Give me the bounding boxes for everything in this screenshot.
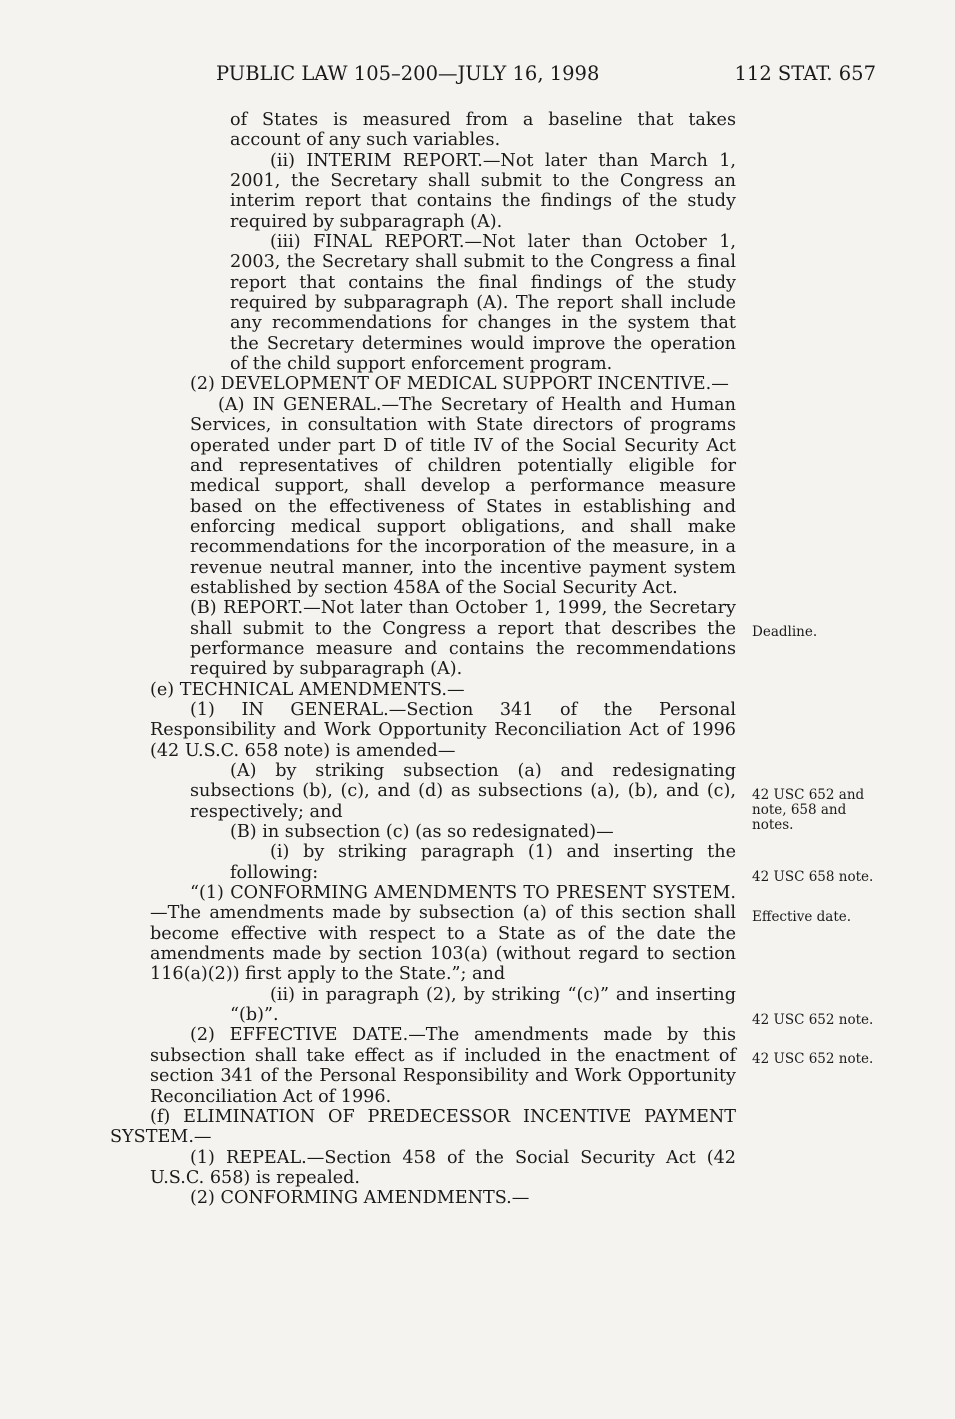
- paragraph-in-general-a: (A) IN GENERAL.—The Secretary of Health and Human Services, in consultation with State directors of programs operated under part D of title IV of the Social Security Act and representatives of children potentially eligible for medical support, shall develop a performance measure based on the effectiveness of States in establishing and enforcing medical support obligations, and shall make recommendations for the incorporation of the measure, in a revenue neutral manner, into the incentive payment system established by section 458A of the Social Security Act.: [190, 394, 736, 598]
- paragraph-technical-amendments: (e) TECHNICAL AMENDMENTS.—: [150, 679, 465, 700]
- margin-note-usc-652-b: 42 USC 652 note.: [752, 1051, 874, 1067]
- paragraph-striking-a: (A) by striking subsection (a) and redesignating subsections (b), (c), and (d) as subsections (a), (b), and (c), respectively; and: [190, 761, 736, 822]
- margin-note-effective-date: Effective date.: [752, 909, 852, 925]
- paragraph-interim-report: (ii) INTERIM REPORT.—Not later than March 1, 2001, the Secretary shall submit to the Congress an interim report that contains the findings of the study required by subparagraph (A).: [230, 150, 736, 232]
- law-text: [110, 110, 736, 1209]
- paragraph-in-general-1: (1) IN GENERAL.—Section 341 of the Personal Responsibility and Work Opportunity Reconciliation Act of 1996 (42 U.S.C. 658 note) is amended—: [150, 699, 736, 761]
- margin-note-usc-652-658: 42 USC 652 and note, 658 and notes.: [752, 787, 865, 833]
- paragraph-striking-i: (i) by striking paragraph (1) and inserting the following:: [230, 842, 736, 883]
- running-header: [216, 62, 876, 90]
- margin-note-usc-652-a: 42 USC 652 note.: [752, 1012, 874, 1028]
- paragraph-striking-ii: (ii) in paragraph (2), by striking “(c)” and inserting “(b)”.: [230, 984, 736, 1026]
- header-page-stat: 112 STAT. 657: [734, 62, 876, 85]
- paragraph-subsection-b: (B) in subsection (c) (as so redesignated)—: [230, 822, 614, 843]
- paragraph-report-b: (B) REPORT.—Not later than October 1, 1999, the Secretary shall submit to the Congress a report that describes the performance measure and contains the recommendations required by subparagraph (A).: [190, 598, 736, 680]
- paragraph-repeal: (1) REPEAL.—Section 458 of the Social Security Act (42 U.S.C. 658) is repealed.: [150, 1147, 736, 1188]
- paragraph-continuation: of States is measured from a baseline that takes account of any such variables.: [230, 110, 736, 151]
- paragraph-final-report: (iii) FINAL REPORT.—Not later than October 1, 2003, the Secretary shall submit to the Congress a final report that contains the final findings of the study required by subparagraph (A). The report shall include any recommendations for changes in the system that the Secretary determines would improve the operation of the child support enforcement program.: [230, 232, 736, 375]
- margin-note-usc-658: 42 USC 658 note.: [752, 869, 874, 885]
- header-law-title: PUBLIC LAW 105–200—JULY 16, 1998: [216, 62, 600, 85]
- paragraph-elimination: (f) ELIMINATION OF PREDECESSOR INCENTIVE PAYMENT SYSTEM.—: [110, 1106, 736, 1148]
- paragraph-medical-support-heading: (2) DEVELOPMENT OF MEDICAL SUPPORT INCENTIVE.—: [190, 374, 729, 395]
- paragraph-effective-date: (2) EFFECTIVE DATE.—The amendments made by this subsection shall take effect as if included in the enactment of section 341 of the Personal Responsibility and Work Opportunity Reconciliation Act of 1996.: [150, 1025, 736, 1107]
- margin-note-deadline: Deadline.: [752, 624, 818, 640]
- paragraph-conforming-present: “(1) CONFORMING AMENDMENTS TO PRESENT SYSTEM.—The amendments made by subsection (a) of this section shall become effective with respect to a State as of the date the amendments made by section 103(a) (without regard to section 116(a)(2)) first apply to the State.”; and: [150, 883, 736, 985]
- paragraph-conforming-amendments: (2) CONFORMING AMENDMENTS.—: [190, 1188, 530, 1209]
